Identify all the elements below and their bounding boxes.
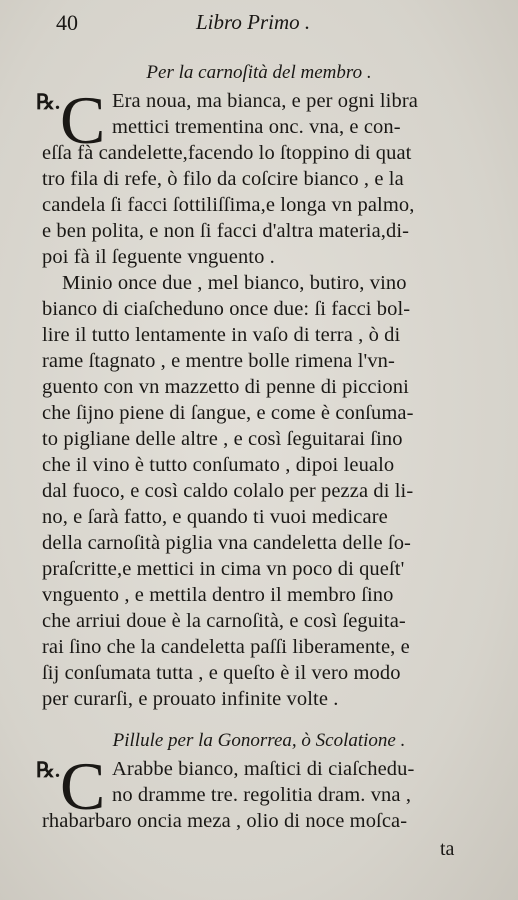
catchword: ta — [440, 838, 455, 860]
page-header — [0, 6, 518, 36]
text-line: che ſijno piene di ſangue, e come è conſuma- — [42, 402, 414, 424]
text-line: rhabarbaro oncia meza , olio di noce moſca- — [42, 810, 408, 832]
text-line: rame ſtagnato , e mentre bolle rimena l'vn- — [42, 350, 395, 372]
text-line: praſcritte,e mettici in cima vn poco di queſt' — [42, 558, 405, 580]
text-line: e ben polita, e non ſi facci d'altra materia,di- — [42, 220, 410, 242]
text-line: Era noua, ma bianca, e per ogni libra — [112, 90, 418, 112]
text-line: vnguento , e mettila dentro il membro ſino — [42, 584, 394, 606]
text-line: to pigliane delle altre , e così ſeguitarai ſino — [42, 428, 403, 450]
text-line: Minio once due , mel bianco, butiro, vino — [62, 272, 407, 294]
text-line: ſij conſumata tutta , e queſto è il vero modo — [42, 662, 401, 684]
section-heading: Pillule per la Gonorrea, ò Scolatione . — [112, 730, 406, 751]
text-line: tro fila di refe, ò filo da coſcire bianco , e la — [42, 168, 404, 190]
recipe-symbol: ℞. — [36, 90, 61, 114]
text-line: Arabbe bianco, maſtici di ciaſchedu- — [112, 758, 415, 780]
text-line: mettici trementina onc. vna, e con- — [112, 116, 401, 138]
page-number: 40 — [56, 10, 78, 35]
text-line: bianco di ciaſcheduno once due: ſi facci bol- — [42, 298, 411, 320]
text-line: eſſa fà candelette,facendo lo ſtoppino di quat — [42, 142, 412, 164]
drop-cap: C — [60, 748, 106, 824]
drop-cap: C — [60, 82, 106, 158]
text-line: no dramme tre. regolitia dram. vna , — [112, 784, 412, 806]
text-line: poi fà il ſeguente vnguento . — [42, 246, 275, 268]
section-heading: Per la carnoſità del membro . — [146, 62, 372, 83]
text-line: per curarſi, e prouato infinite volte . — [42, 688, 339, 710]
text-line: della carnoſità piglia vna candeletta delle ſo- — [42, 532, 411, 554]
text-line: guento con vn mazzetto di penne di piccioni — [42, 376, 409, 398]
text-line: rai ſino che la candeletta paſſi liberamente, e — [42, 636, 410, 658]
text-line: candela ſi facci ſottiliſſima,e longa vn palmo, — [42, 194, 415, 216]
text-line: che il vino è tutto conſumato , dipoi leualo — [42, 454, 395, 476]
text-line: lire il tutto lentamente in vaſo di terra , ò di — [42, 324, 401, 346]
running-title: Libro Primo . — [196, 10, 311, 34]
recipe-symbol: ℞. — [36, 758, 61, 782]
text-line: dal fuoco, e così caldo colalo per pezza di li- — [42, 480, 414, 502]
text-line: che arriui doue è la carnoſità, e così ſeguita- — [42, 610, 406, 632]
text-line: no, e ſarà fatto, e quando ti vuoi medicare — [42, 506, 388, 528]
